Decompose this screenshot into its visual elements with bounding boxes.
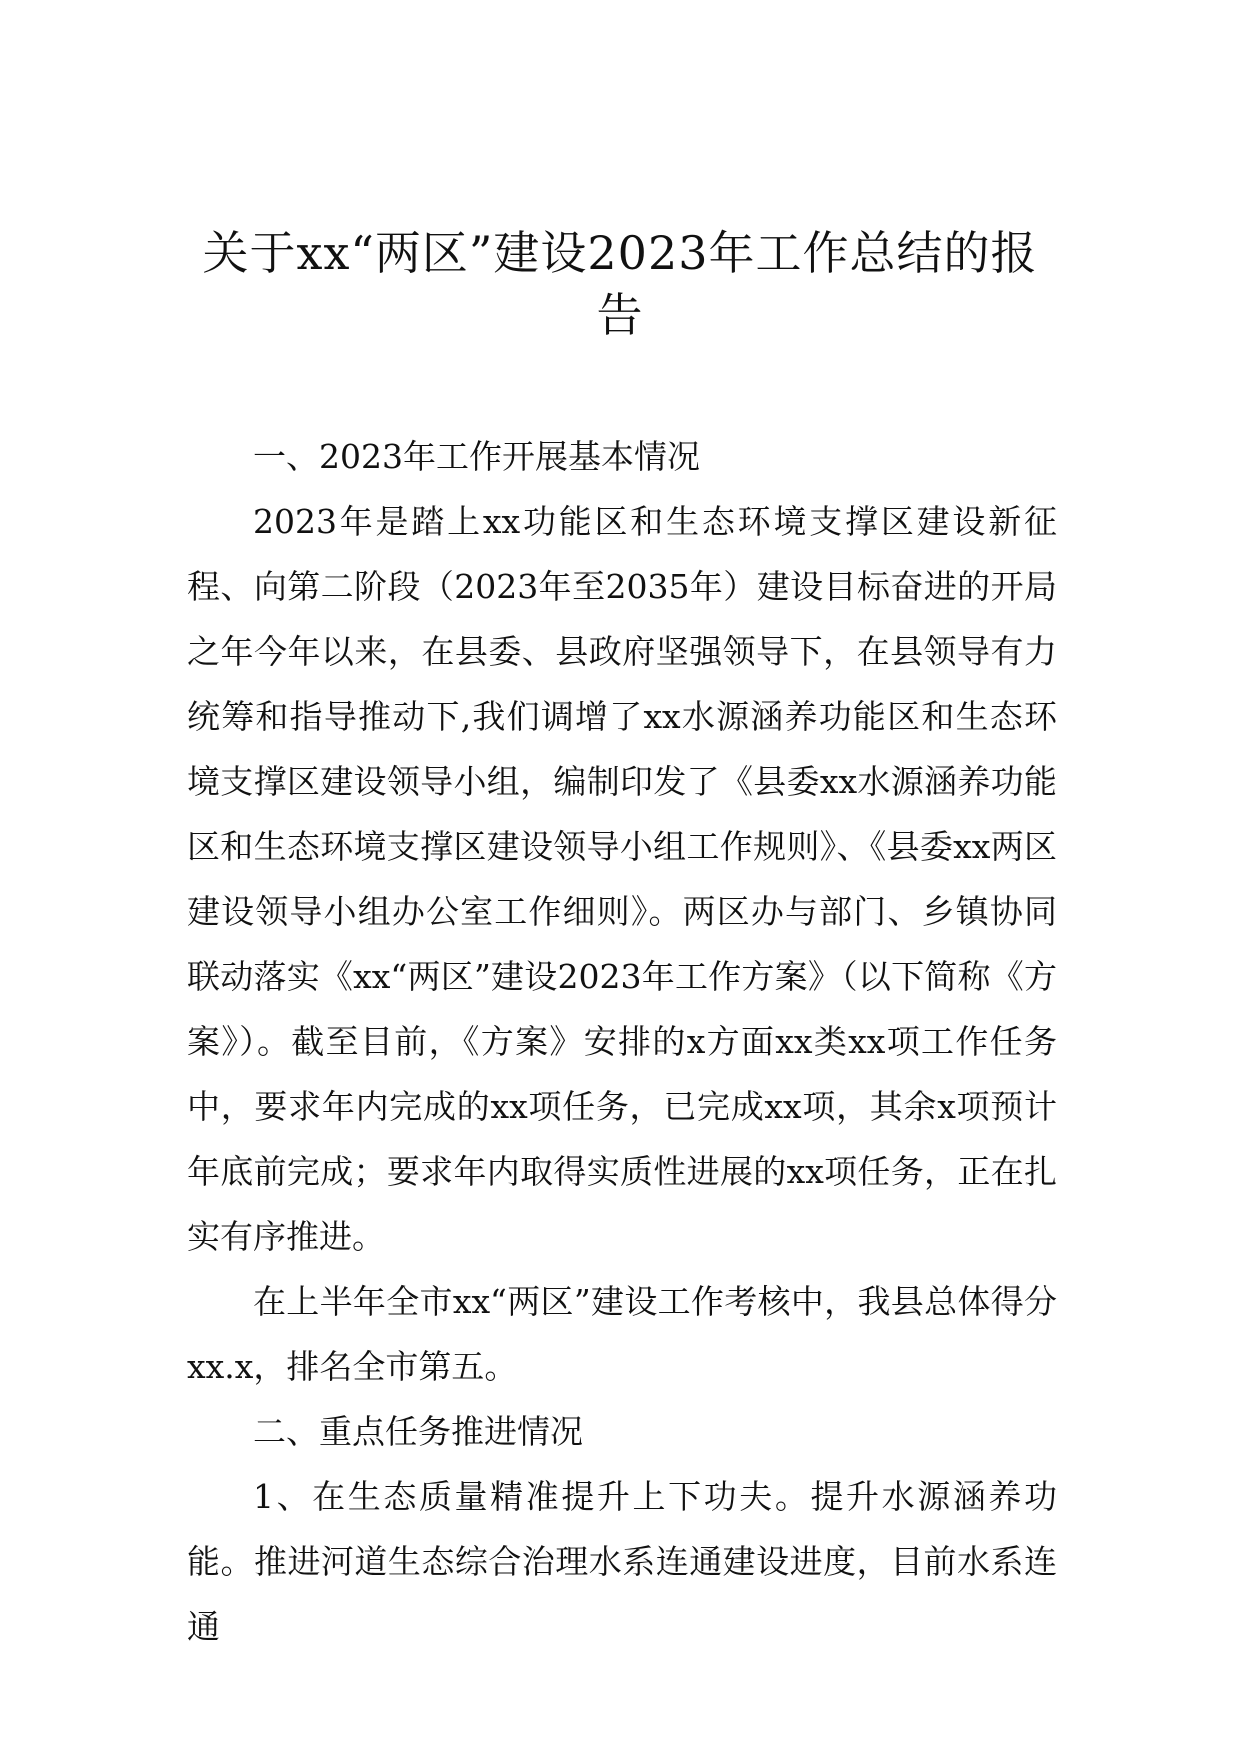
section-heading-1: 一、2023年工作开展基本情况: [253, 437, 700, 476]
section-heading-2: 二、重点任务推进情况: [253, 1412, 583, 1451]
document-body: [187, 424, 1057, 1659]
document-title: 关于xx“两区”建设2023年工作总结的报告: [202, 226, 1038, 342]
paragraph-task-1: 1、在生态质量精准提升上下功夫。提升水源涵养功能。推进河道生态综合治理水系连通建设进度，目前水系连通: [187, 1477, 1057, 1646]
paragraph-overview: 2023年是踏上xx功能区和生态环境支撑区建设新征程、向第二阶段（2023年至2035年）建设目标奋进的开局之年今年以来，在县委、县政府坚强领导下，在县领导有力统筹和指导推动下,我们调增了xx水源涵养功能区和生态环境支撑区建设领导小组，编制印发了《县委xx水源涵养功能区和生态环境支撑区建设领导小组工作规则》、《县委xx两区建设领导小组办公室工作细则》。两区办与部门、乡镇协同联动落实《xx“两区”建设2023年工作方案》（以下简称《方案》）。截至目前，《方案》安排的x方面xx类xx项工作任务中，要求年内完成的xx项任务，已完成xx项，其余x项预计年底前完成；要求年内取得实质性进展的xx项任务，正在扎实有序推进。: [187, 502, 1057, 1256]
paragraph-assessment: 在上半年全市xx“两区”建设工作考核中，我县总体得分xx.x，排名全市第五。: [187, 1282, 1057, 1386]
